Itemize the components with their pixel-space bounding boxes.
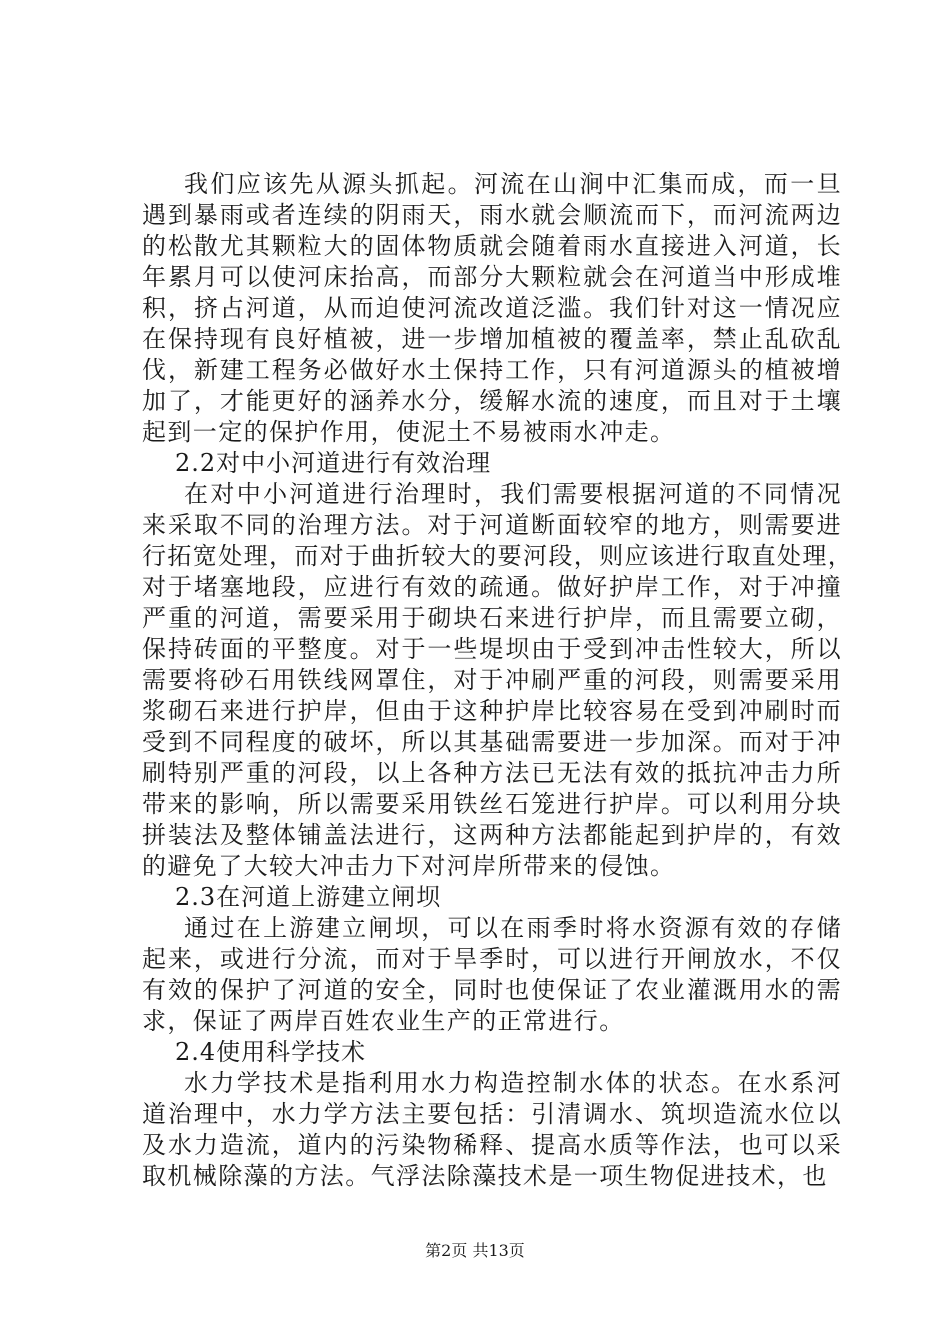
paragraph-line: 道治理中，水力学方法主要包括：引清调水、筑坝造流水位以	[142, 1100, 842, 1128]
paragraph-line: 严重的河道，需要采用于砌块石来进行护岸，而且需要立砌，	[142, 604, 842, 632]
paragraph-line: 取机械除藻的方法。气浮法除藻技术是一项生物促进技术，也	[142, 1162, 828, 1190]
document-body	[142, 169, 854, 1192]
paragraph-line: 有效的保护了河道的安全，同时也使保证了农业灌溉用水的需	[142, 976, 842, 1004]
paragraph-line: 的避免了大较大冲击力下对河岸所带来的侵蚀。	[142, 852, 676, 880]
paragraph-line: 求，保证了两岸百姓农业生产的正常进行。	[142, 1007, 625, 1035]
paragraph-line: 需要将砂石用铁线网罩住，对于冲刷严重的河段，则需要采用	[142, 666, 842, 694]
paragraph-line: 加了，才能更好的涵养水分，缓解水流的速度，而且对于土壤	[142, 387, 842, 415]
paragraph-line: 刷特别严重的河段，以上各种方法已无法有效的抵抗冲击力所	[142, 759, 842, 787]
paragraph-line: 起到一定的保护作用，使泥土不易被雨水冲走。	[142, 418, 676, 446]
paragraph-line: 带来的影响，所以需要采用铁丝石笼进行护岸。可以利用分块	[142, 790, 842, 818]
section-heading: 2.2对中小河道进行有效治理	[175, 449, 492, 477]
paragraph-line: 对于堵塞地段，应进行有效的疏通。做好护岸工作，对于冲撞	[142, 573, 842, 601]
paragraph-line: 受到不同程度的破坏，所以其基础需要进一步加深。而对于冲	[142, 728, 842, 756]
paragraph-line: 通过在上游建立闸坝，可以在雨季时将水资源有效的存储	[184, 914, 842, 942]
paragraph-line: 及水力造流，道内的污染物稀释、提高水质等作法，也可以采	[142, 1131, 842, 1159]
paragraph-line: 浆砌石来进行护岸，但由于这种护岸比较容易在受到冲刷时而	[142, 697, 842, 725]
paragraph-line: 积，挤占河道，从而迫使河流改道泛滥。我们针对这一情况应	[142, 294, 842, 322]
paragraph-line: 来采取不同的治理方法。对于河道断面较窄的地方，则需要进	[142, 511, 842, 539]
paragraph-line: 行拓宽处理，而对于曲折较大的要河段，则应该进行取直处理，	[142, 542, 854, 570]
paragraph-line: 保持砖面的平整度。对于一些堤坝由于受到冲击性较大，所以	[142, 635, 842, 663]
paragraph-line: 遇到暴雨或者连续的阴雨天，雨水就会顺流而下，而河流两边	[142, 201, 842, 229]
section-heading: 2.3在河道上游建立闸坝	[175, 883, 442, 911]
page-footer: 第2页 共13页	[425, 1241, 525, 1260]
paragraph-line: 年累月可以使河床抬高，而部分大颗粒就会在河道当中形成堆	[142, 263, 842, 291]
paragraph-line: 起来，或进行分流，而对于旱季时，可以进行开闸放水，不仅	[142, 945, 842, 973]
paragraph-line: 在对中小河道进行治理时，我们需要根据河道的不同情况	[184, 480, 842, 508]
paragraph-line: 我们应该先从源头抓起。河流在山涧中汇集而成，而一旦	[184, 170, 842, 198]
section-heading: 2.4使用科学技术	[175, 1038, 367, 1066]
paragraph-line: 水力学技术是指利用水力构造控制水体的状态。在水系河	[184, 1069, 842, 1097]
paragraph-line: 的松散尤其颗粒大的固体物质就会随着雨水直接进入河道，长	[142, 232, 842, 260]
paragraph-line: 在保持现有良好植被，进一步增加植被的覆盖率，禁止乱砍乱	[142, 325, 842, 353]
paragraph-line: 伐，新建工程务必做好水土保持工作，只有河道源头的植被增	[142, 356, 842, 384]
paragraph-line: 拼装法及整体铺盖法进行，这两种方法都能起到护岸的，有效	[142, 821, 842, 849]
